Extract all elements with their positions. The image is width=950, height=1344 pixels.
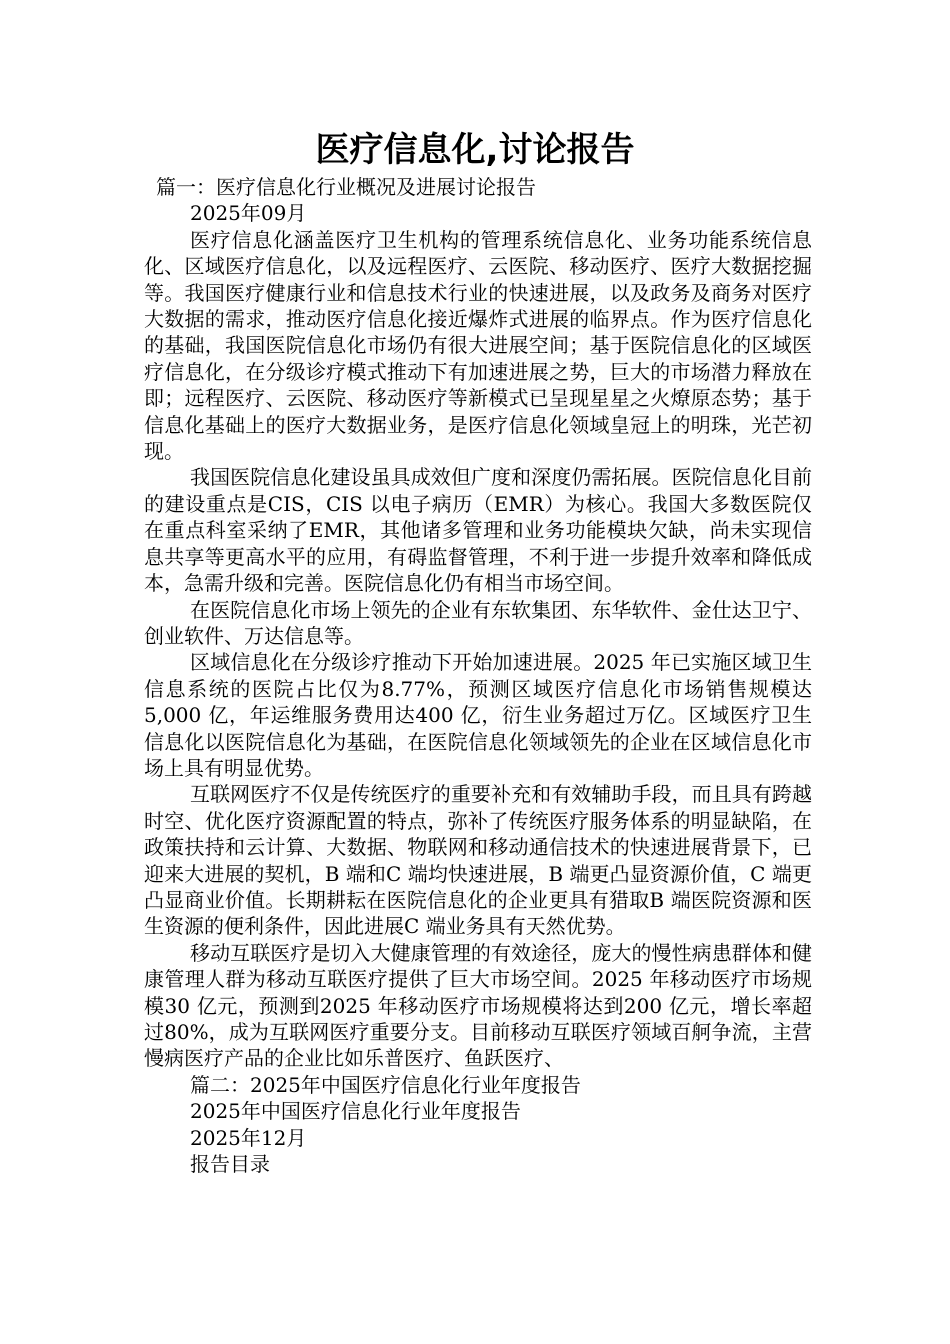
- document-body: [144, 174, 812, 1177]
- section-2-heading: 篇二：2025年中国医疗信息化行业年度报告: [190, 1072, 581, 1097]
- paragraph-hospital-informatization: 我国医院信息化建设虽具成效但广度和深度仍需拓展。医院信息化目前的建设重点是CIS，CIS 以电子病历（EMR）为核心。我国大多数医院仅在重点科室采纳了EMR，其他诸多管理和业务功能模块欠缺，尚未实现信息共享等更高水平的应用，有碍监督管理，不利于进一步提升效率和降低成本，急需升级和完善。医院信息化仍有相当市场空间。: [144, 465, 812, 596]
- document-title: 医疗信息化,讨论报告: [315, 130, 635, 170]
- paragraph-mobile-healthcare: 移动互联医疗是切入大健康管理的有效途径，庞大的慢性病患群体和健康管理人群为移动互联医疗提供了巨大市场空间。2025 年移动医疗市场规模30 亿元，预测到2025 年移动医疗市场规模将达到200 亿元，增长率超过80%，成为互联网医疗重要分支。目前移动互联医疗领域百舸争流，主营慢病医疗产品的企业比如乐普医疗、鱼跃医疗、: [144, 940, 812, 1071]
- paragraph-regional-informatization: 区域信息化在分级诊疗推动下开始加速进展。2025 年已实施区域卫生信息系统的医院占比仅为8.77%，预测区域医疗信息化市场销售规模达5,000 亿，年运维服务费用达400 亿，衍生业务超过万亿。区域医疗卫生信息化以医院信息化为基础，在医院信息化领域领先的企业在区域信息化市场上具有明显优势。: [144, 650, 812, 780]
- section-1-date: 2025年09月: [190, 201, 307, 226]
- section-2-subtitle: 2025年中国医疗信息化行业年度报告: [190, 1099, 521, 1124]
- paragraph-internet-healthcare: 互联网医疗不仅是传统医疗的重要补充和有效辅助手段，而且具有跨越时空、优化医疗资源配置的特点，弥补了传统医疗服务体系的明显缺陷，在政策扶持和云计算、大数据、物联网和移动通信技术的快速进展背景下，已迎来大进展的契机，B 端和C 端均快速进展，B 端更凸显资源价值，C 端更凸显商业价值。长期耕耘在医院信息化的企业更具有猎取B 端医院资源和医生资源的便利条件，因此进展C 端业务具有天然优势。: [144, 782, 812, 939]
- section-1-heading: 篇一：医疗信息化行业概况及进展讨论报告: [156, 175, 536, 199]
- table-of-contents-label: 报告目录: [190, 1152, 270, 1177]
- paragraph-overview: 医疗信息化涵盖医疗卫生机构的管理系统信息化、业务功能系统信息化、区域医疗信息化，以及远程医疗、云医院、移动医疗、医疗大数据挖掘等。我国医疗健康行业和信息技术行业的快速进展，以及政务及商务对医疗大数据的需求，推动医疗信息化接近爆炸式进展的临界点。作为医疗信息化的基础，我国医院信息化市场仍有很大进展空间；基于医院信息化的区域医疗信息化，在分级诊疗模式推动下有加速进展之势，巨大的市场潜力释放在即；远程医疗、云医院、移动医疗等新模式已呈现星星之火燎原态势；基于信息化基础上的医疗大数据业务，是医疗信息化领域皇冠上的明珠，光芒初现。: [144, 227, 812, 464]
- paragraph-leading-companies: 在医院信息化市场上领先的企业有东软集团、东华软件、金仕达卫宁、创业软件、万达信息等。: [144, 597, 812, 648]
- section-2-date: 2025年12月: [190, 1125, 307, 1150]
